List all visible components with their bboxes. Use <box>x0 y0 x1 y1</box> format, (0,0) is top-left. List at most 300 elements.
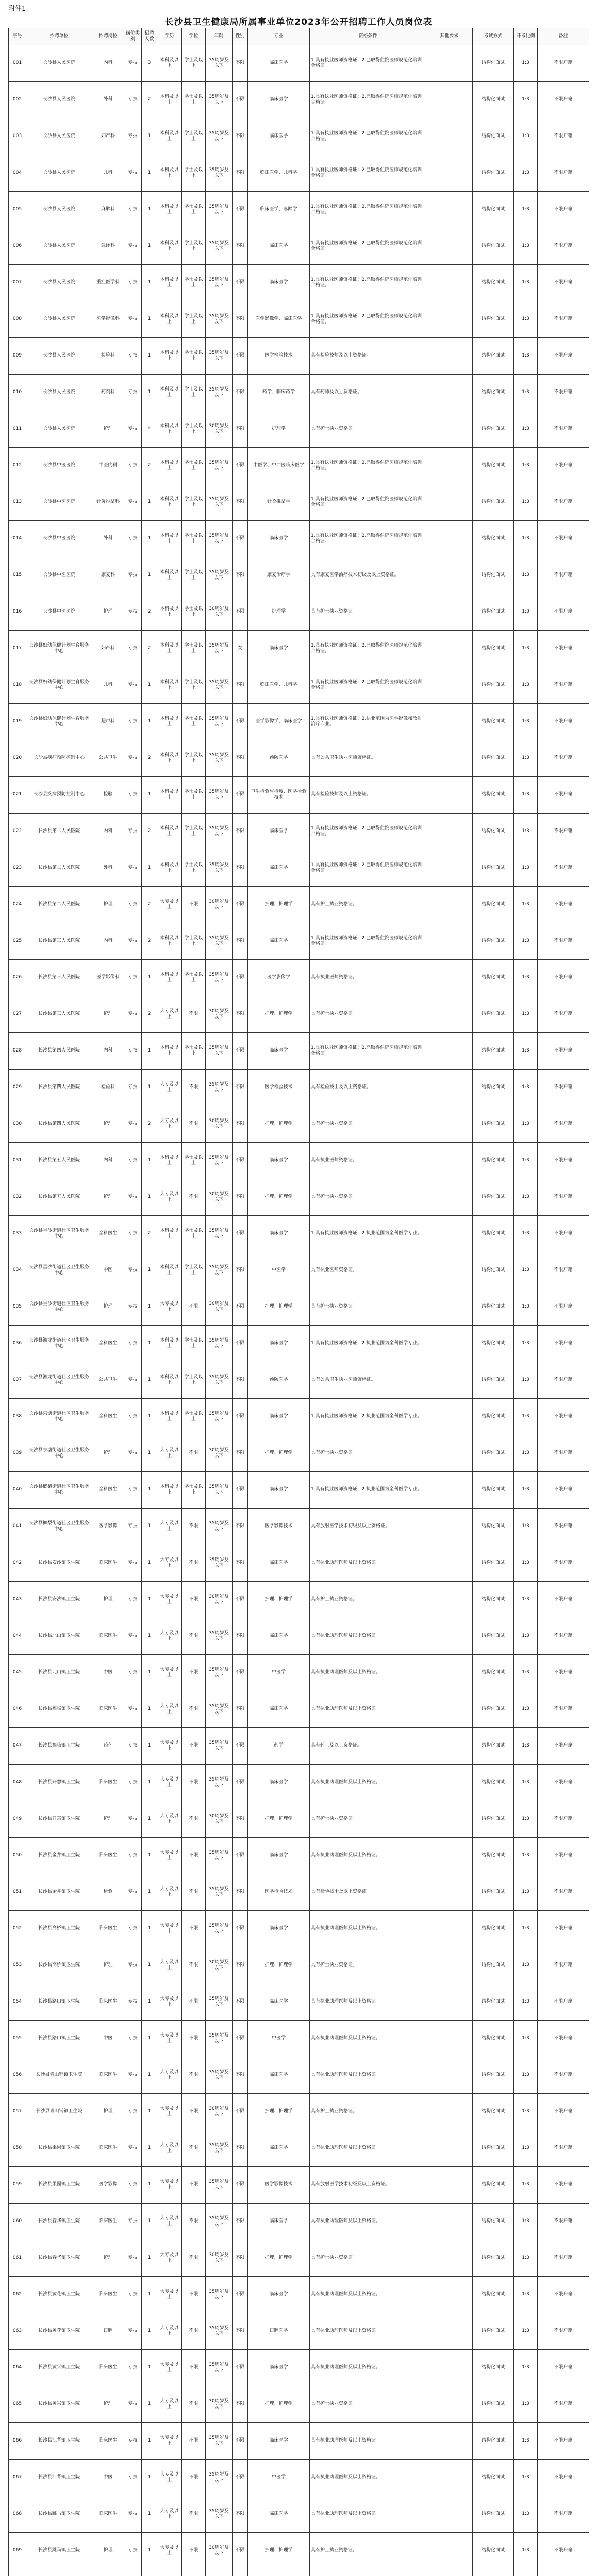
cell-note: 不限户籍 <box>538 740 589 777</box>
cell-ratio: 1:3 <box>514 1179 538 1216</box>
table-row <box>9 1874 589 1911</box>
cell-deg: 学士及以上 <box>182 155 206 192</box>
header-cell: 岗位类别 <box>124 28 142 45</box>
cell-note: 不限户籍 <box>538 1984 589 2021</box>
cell-other <box>426 45 473 82</box>
cell-deg: 学士及以上 <box>182 814 206 850</box>
cell-post: 护理 <box>92 996 124 1033</box>
cell-sex: 不限 <box>233 2094 248 2130</box>
cell-other <box>426 1509 473 1545</box>
cell-ratio: 1:3 <box>514 228 538 265</box>
cell-note: 不限户籍 <box>538 82 589 118</box>
cell-no: 025 <box>9 923 26 960</box>
cell-unit: 长沙县人民医院 <box>26 45 92 82</box>
cell-edu: 本科及以上 <box>157 704 182 740</box>
cell-exam: 结构化面试 <box>473 1399 514 1435</box>
cell-age: 35周岁及以下 <box>206 557 233 594</box>
cell-note: 不限户籍 <box>538 1106 589 1143</box>
cell-no: 055 <box>9 2021 26 2057</box>
cell-edu: 本科及以上 <box>157 118 182 155</box>
cell-post: 护理 <box>92 411 124 448</box>
cell-exam: 结构化面试 <box>473 2130 514 2167</box>
cell-major: 口腔医学 <box>248 2313 310 2350</box>
cell-num: 1 <box>142 2313 157 2350</box>
cell-num: 1 <box>142 1582 157 1618</box>
cell-age: 35周岁及以下 <box>206 1252 233 1289</box>
cell-cat: 专技 <box>124 1911 142 1947</box>
cell-ratio: 1:3 <box>514 45 538 82</box>
cell-deg: 学士及以上 <box>182 448 206 484</box>
cell-cat: 专技 <box>124 2313 142 2350</box>
cell-num: 2 <box>142 887 157 923</box>
cell-num: 1 <box>142 2460 157 2496</box>
cell-post: 临床医生 <box>92 2057 124 2094</box>
cell-cat: 专技 <box>124 740 142 777</box>
cell-unit: 长沙县人民医院 <box>26 265 92 301</box>
cell-other <box>426 228 473 265</box>
cell-post: 检验 <box>92 777 124 814</box>
cell-edu: 本科及以上 <box>157 1252 182 1289</box>
cell-sex: 不限 <box>233 2167 248 2204</box>
cell-sex: 不限 <box>233 1655 248 1691</box>
cell-cat: 专技 <box>124 1984 142 2021</box>
cell-sex: 不限 <box>233 2460 248 2496</box>
cell-ratio: 1:3 <box>514 1838 538 1874</box>
cell-major: 护理、护理学 <box>248 2386 310 2423</box>
cell-edu: 本科及以上 <box>157 667 182 704</box>
cell-post: 临床医生 <box>92 1984 124 2021</box>
cell-post: 临床医生 <box>92 2277 124 2313</box>
cell-sex: 不限 <box>233 521 248 557</box>
table-row <box>9 192 589 228</box>
cell-unit: 长沙县人民医院 <box>26 192 92 228</box>
cell-deg: 学士及以上 <box>182 1033 206 1070</box>
cell-num: 2 <box>142 448 157 484</box>
cell-deg: 不限 <box>182 996 206 1033</box>
cell-other <box>426 2167 473 2204</box>
cell-cat: 专技 <box>124 45 142 82</box>
cell-no: 019 <box>9 704 26 740</box>
cell-edu: 本科及以上 <box>157 1143 182 1179</box>
cell-age: 35周岁及以下 <box>206 228 233 265</box>
table-row <box>9 1691 589 1728</box>
cell-post: 中医 <box>92 1655 124 1691</box>
cell-cat: 专技 <box>124 850 142 887</box>
cell-cond: 1.具有执业医师资格证；2.已取得住院医师规范化培训合格证。 <box>310 667 426 704</box>
cell-ratio: 1:3 <box>514 1326 538 1362</box>
cell-other <box>426 1618 473 1655</box>
cell-other <box>426 1435 473 1472</box>
cell-age: 30周岁及以下 <box>206 411 233 448</box>
cell-ratio <box>514 2569 538 2576</box>
cell-edu: 本科及以上 <box>157 45 182 82</box>
cell-deg: 学士及以上 <box>182 1399 206 1435</box>
cell-num: 1 <box>142 1801 157 1838</box>
cell-unit: 长沙县星沙街道社区卫生服务中心 <box>26 1216 92 1252</box>
cell-ratio: 1:3 <box>514 1655 538 1691</box>
cell-cond: 具有护士执业资格证。 <box>310 1289 426 1326</box>
table-row <box>9 2533 589 2569</box>
cell-edu: 本科及以上 <box>157 631 182 667</box>
cell-no: 057 <box>9 2094 26 2130</box>
cell-cond: 具有护士执业资格证。 <box>310 1801 426 1838</box>
cell-cond: 1.具有执业医师资格证；2.执业范围为全科医学专业。 <box>310 1326 426 1362</box>
cell-no: 004 <box>9 155 26 192</box>
cell-ratio: 1:3 <box>514 1691 538 1728</box>
cell-sex: 不限 <box>233 1033 248 1070</box>
cell-deg: 学士及以上 <box>182 1252 206 1289</box>
cell-edu: 大专及以上 <box>157 1582 182 1618</box>
cell-age: 35周岁及以下 <box>206 448 233 484</box>
cell-ratio: 1:3 <box>514 2496 538 2533</box>
cell-age: 35周岁及以下 <box>206 814 233 850</box>
cell-cond: 具有药师及以上资格证。 <box>310 375 426 411</box>
cell-deg: 不限 <box>182 2057 206 2094</box>
cell-exam: 结构化面试 <box>473 1582 514 1618</box>
cell-other <box>426 1801 473 1838</box>
cell-cat: 专技 <box>124 1838 142 1874</box>
cell-age: 35周岁及以下 <box>206 2130 233 2167</box>
cell-no: 014 <box>9 521 26 557</box>
cell-major: 临床医学 <box>248 2496 310 2533</box>
cell-exam: 结构化面试 <box>473 960 514 996</box>
table-row <box>9 45 589 82</box>
cell-no: 032 <box>9 1179 26 1216</box>
cell-sex: 不限 <box>233 1618 248 1655</box>
cell-unit: 长沙县福临镇卫生院 <box>26 1728 92 1765</box>
cell-exam: 结构化面试 <box>473 1179 514 1216</box>
cell-major: 医学影像学、临床医学 <box>248 301 310 338</box>
cell-edu: 本科及以上 <box>157 82 182 118</box>
cell-other <box>426 1765 473 1801</box>
cell-num: 1 <box>142 1070 157 1106</box>
cell-unit: 长沙县榔梨街道社区卫生服务中心 <box>26 1509 92 1545</box>
cell-unit: 长沙县安沙镇卫生院 <box>26 1545 92 1582</box>
cell-num: 1 <box>142 1472 157 1509</box>
cell-cond: 具有执业医师资格证。 <box>310 1143 426 1179</box>
table-row <box>9 594 589 631</box>
cell-other <box>426 2130 473 2167</box>
cell-other <box>426 1874 473 1911</box>
cell-post: 急诊科 <box>92 228 124 265</box>
cell-edu: 大专及以上 <box>157 2021 182 2057</box>
cell-deg: 不限 <box>182 1545 206 1582</box>
cell-ratio: 1:3 <box>514 1106 538 1143</box>
cell-ratio: 1:3 <box>514 2277 538 2313</box>
cell-unit: 长沙县湘龙街道社区卫生服务中心 <box>26 1362 92 1399</box>
table-row <box>9 265 589 301</box>
cell-num: 1 <box>142 2350 157 2386</box>
cell-other <box>426 265 473 301</box>
cell-exam: 结构化面试 <box>473 1435 514 1472</box>
cell-cond: 具有护士执业资格证。 <box>310 594 426 631</box>
cell-exam: 结构化面试 <box>473 1911 514 1947</box>
table-row <box>9 1326 589 1362</box>
cell-post: 中医 <box>92 2021 124 2057</box>
cell-note: 不限户籍 <box>538 704 589 740</box>
cell-major: 临床医学 <box>248 1838 310 1874</box>
cell-post: 口腔 <box>92 2313 124 2350</box>
cell-exam: 结构化面试 <box>473 484 514 521</box>
table-row <box>9 2569 589 2576</box>
cell-note: 不限户籍 <box>538 118 589 155</box>
cell-num: 2 <box>142 594 157 631</box>
cell-ratio: 1:3 <box>514 1399 538 1435</box>
cell-unit: 长沙县第二人民医院 <box>26 850 92 887</box>
cell-post: 康复科 <box>92 557 124 594</box>
cell-sex: 不限 <box>233 2021 248 2057</box>
cell-post: 全科医生 <box>92 1326 124 1362</box>
cell-note: 不限户籍 <box>538 1838 589 1874</box>
cell-age: 30周岁及以下 <box>206 1801 233 1838</box>
cell-note: 不限户籍 <box>538 338 589 375</box>
cell-note: 不限户籍 <box>538 960 589 996</box>
cell-age: 35周岁及以下 <box>206 2423 233 2460</box>
cell-major: 临床医学 <box>248 45 310 82</box>
cell-unit: 长沙县第四人民医院 <box>26 1070 92 1106</box>
cell-deg: 不限 <box>182 1618 206 1655</box>
cell-cond: 1.具有执业医师资格证；2.已取得住院医师规范化培训合格证。 <box>310 484 426 521</box>
cell-exam: 结构化面试 <box>473 2350 514 2386</box>
cell-num: 1 <box>142 2021 157 2057</box>
cell-sex: 不限 <box>233 814 248 850</box>
table-row <box>9 411 589 448</box>
cell-note: 不限户籍 <box>538 1399 589 1435</box>
cell-age: 35周岁及以下 <box>206 777 233 814</box>
cell-post: 临床医生 <box>92 2350 124 2386</box>
cell-deg: 不限 <box>182 1947 206 1984</box>
cell-other <box>426 1179 473 1216</box>
cell-deg: 不限 <box>182 2277 206 2313</box>
table-row <box>9 1618 589 1655</box>
cell-cat: 专技 <box>124 2204 142 2240</box>
cell-ratio: 1:3 <box>514 2386 538 2423</box>
cell-num: 2 <box>142 631 157 667</box>
cell-no: 013 <box>9 484 26 521</box>
cell-note: 不限户籍 <box>538 1033 589 1070</box>
cell-num: 2 <box>142 1216 157 1252</box>
cell-exam: 结构化面试 <box>473 2460 514 2496</box>
cell-sex: 不限 <box>233 2057 248 2094</box>
cell-no: 051 <box>9 1874 26 1911</box>
cell-unit: 长沙县开慧镇卫生院 <box>26 1801 92 1838</box>
cell-cat: 专技 <box>124 1326 142 1362</box>
cell-deg: 不限 <box>182 1728 206 1765</box>
cell-ratio: 1:3 <box>514 118 538 155</box>
cell-sex: 不限 <box>233 1216 248 1252</box>
cell-exam: 结构化面试 <box>473 45 514 82</box>
cell-major: 临床医学 <box>248 923 310 960</box>
header-cell: 资格条件 <box>310 28 426 45</box>
cell-deg: 不限 <box>182 2130 206 2167</box>
cell-cond: 具有检验技师及以上资格证。 <box>310 338 426 375</box>
table-row <box>9 777 589 814</box>
cell-deg: 学士及以上 <box>182 923 206 960</box>
table-row <box>9 1435 589 1472</box>
cell-cat: 专技 <box>124 484 142 521</box>
cell-no: 035 <box>9 1289 26 1326</box>
cell-age: 35周岁及以下 <box>206 2496 233 2533</box>
cell-sex: 不限 <box>233 448 248 484</box>
cell-age: 35周岁及以下 <box>206 631 233 667</box>
cell-other <box>426 2057 473 2094</box>
cell-edu: 大专及以上 <box>157 1947 182 1984</box>
cell-exam: 结构化面试 <box>473 2057 514 2094</box>
cell-other <box>426 1216 473 1252</box>
cell-no: 064 <box>9 2350 26 2386</box>
cell-sex: 不限 <box>233 484 248 521</box>
cell-no: 063 <box>9 2313 26 2350</box>
cell-cond: 1.具有执业医师资格证；2.已取得住院医师规范化培训合格证。 <box>310 814 426 850</box>
cell-note: 不限户籍 <box>538 996 589 1033</box>
cell-other <box>426 2204 473 2240</box>
cell-exam: 结构化面试 <box>473 1472 514 1509</box>
cell-post: 临床医生 <box>92 1618 124 1655</box>
recruitment-table <box>8 28 589 2576</box>
cell-edu: 本科及以上 <box>157 1033 182 1070</box>
cell-other <box>426 118 473 155</box>
cell-post: 检验科 <box>92 1070 124 1106</box>
cell-major: 临床医学 <box>248 228 310 265</box>
cell-other <box>426 557 473 594</box>
cell-ratio: 1:3 <box>514 521 538 557</box>
cell-edu: 本科及以上 <box>157 411 182 448</box>
cell-cat: 专技 <box>124 2094 142 2130</box>
cell-sex: 不限 <box>233 1947 248 1984</box>
cell-other <box>426 1582 473 1618</box>
cell-note <box>538 2569 589 2576</box>
cell-no: 048 <box>9 1765 26 1801</box>
cell-exam: 结构化面试 <box>473 2167 514 2204</box>
cell-post: 护理 <box>92 2240 124 2277</box>
cell-major: 临床医学 <box>248 118 310 155</box>
cell-major: 预防医学 <box>248 1362 310 1399</box>
cell-ratio: 1:3 <box>514 2167 538 2204</box>
cell-other <box>426 1289 473 1326</box>
cell-age: 35周岁及以下 <box>206 1472 233 1509</box>
cell-edu: 本科及以上 <box>157 557 182 594</box>
cell-edu: 大专及以上 <box>157 1179 182 1216</box>
cell-cat: 专技 <box>124 2386 142 2423</box>
cell-num: 1 <box>142 1655 157 1691</box>
cell-note: 不限户籍 <box>538 1655 589 1691</box>
cell-major <box>248 2569 310 2576</box>
table-row <box>9 1143 589 1179</box>
cell-edu: 本科及以上 <box>157 192 182 228</box>
cell-post: 超声科 <box>92 704 124 740</box>
cell-deg: 学士及以上 <box>182 45 206 82</box>
cell-note: 不限户籍 <box>538 411 589 448</box>
cell-unit: 长沙县福临镇卫生院 <box>26 1691 92 1728</box>
cell-other <box>426 2569 473 2576</box>
cell-exam: 结构化面试 <box>473 2021 514 2057</box>
cell-age: 35周岁及以下 <box>206 850 233 887</box>
cell-other <box>426 631 473 667</box>
cell-num: 1 <box>142 1874 157 1911</box>
cell-edu: 大专及以上 <box>157 1874 182 1911</box>
cell-sex: 不限 <box>233 1874 248 1911</box>
cell-major: 中医学 <box>248 2460 310 2496</box>
cell-cond: 具有护士执业资格证。 <box>310 1179 426 1216</box>
cell-cond: 1.具有执业医师资格证；2.执业范围为全科医学专业。 <box>310 1399 426 1435</box>
cell-post: 医学影像 <box>92 1509 124 1545</box>
cell-major: 护理、护理学 <box>248 1106 310 1143</box>
cell-no: 002 <box>9 82 26 118</box>
cell-other <box>426 1838 473 1874</box>
table-row <box>9 301 589 338</box>
cell-age: 35周岁及以下 <box>206 960 233 996</box>
cell-edu: 大专及以上 <box>157 2386 182 2423</box>
cell-no: 053 <box>9 1947 26 1984</box>
cell-unit: 长沙县第五人民医院 <box>26 1179 92 1216</box>
cell-post: 临床医生 <box>92 1691 124 1728</box>
cell-major: 护理、护理学 <box>248 1947 310 1984</box>
cell-deg: 不限 <box>182 1435 206 1472</box>
cell-post: 护理 <box>92 1106 124 1143</box>
cell-deg: 不限 <box>182 2021 206 2057</box>
cell-unit: 长沙县中医医院 <box>26 521 92 557</box>
cell-no: 026 <box>9 960 26 996</box>
cell-sex: 不限 <box>233 1691 248 1728</box>
cell-ratio: 1:3 <box>514 82 538 118</box>
cell-cond: 具有执业助理医师及以上资格证。 <box>310 1545 426 1582</box>
cell-ratio: 1:3 <box>514 1435 538 1472</box>
cell-sex: 不限 <box>233 1984 248 2021</box>
cell-num: 1 <box>142 1326 157 1362</box>
cell-major: 临床医学 <box>248 265 310 301</box>
cell-num: 1 <box>142 667 157 704</box>
table-row <box>9 2094 589 2130</box>
cell-cat: 专技 <box>124 814 142 850</box>
cell-cat: 专技 <box>124 1399 142 1435</box>
cell-unit: 长沙县星沙街道社区卫生服务中心 <box>26 1289 92 1326</box>
cell-num: 1 <box>142 1691 157 1728</box>
cell-no: 069 <box>9 2533 26 2569</box>
cell-post: 临床医生 <box>92 2130 124 2167</box>
cell-unit: 长沙县金井镇卫生院 <box>26 1838 92 1874</box>
cell-age: 30周岁及以下 <box>206 1289 233 1326</box>
cell-edu: 大专及以上 <box>157 1984 182 2021</box>
cell-major: 护理学 <box>248 411 310 448</box>
cell-major: 临床医学 <box>248 1143 310 1179</box>
cell-post: 临床医生 <box>92 1911 124 1947</box>
table-row <box>9 1838 589 1874</box>
cell-cond: 具有执业助理医师及以上资格证。 <box>310 2350 426 2386</box>
cell-sex: 不限 <box>233 777 248 814</box>
cell-unit: 长沙县路口镇卫生院 <box>26 1984 92 2021</box>
cell-major: 医学影像技术 <box>248 2167 310 2204</box>
cell-edu: 本科及以上 <box>157 228 182 265</box>
cell-other <box>426 850 473 887</box>
cell-unit: 长沙县江背镇卫生院 <box>26 2423 92 2460</box>
cell-exam: 结构化面试 <box>473 1070 514 1106</box>
header-cell: 学位 <box>182 28 206 45</box>
cell-unit: 长沙县跳马镇卫生院 <box>26 2533 92 2569</box>
cell-ratio: 1:3 <box>514 338 538 375</box>
cell-ratio: 1:3 <box>514 1801 538 1838</box>
cell-deg: 学士及以上 <box>182 960 206 996</box>
cell-sex: 不限 <box>233 594 248 631</box>
cell-num: 1 <box>142 1765 157 1801</box>
cell-note: 不限户籍 <box>538 484 589 521</box>
cell-unit: 长沙县泉塘街道社区卫生服务中心 <box>26 1435 92 1472</box>
cell-sex: 不限 <box>233 1545 248 1582</box>
cell-sex: 不限 <box>233 2386 248 2423</box>
cell-cat: 专技 <box>124 1143 142 1179</box>
cell-edu: 本科及以上 <box>157 814 182 850</box>
cell-post: 临床医生 <box>92 2204 124 2240</box>
cell-note: 不限户籍 <box>538 1765 589 1801</box>
